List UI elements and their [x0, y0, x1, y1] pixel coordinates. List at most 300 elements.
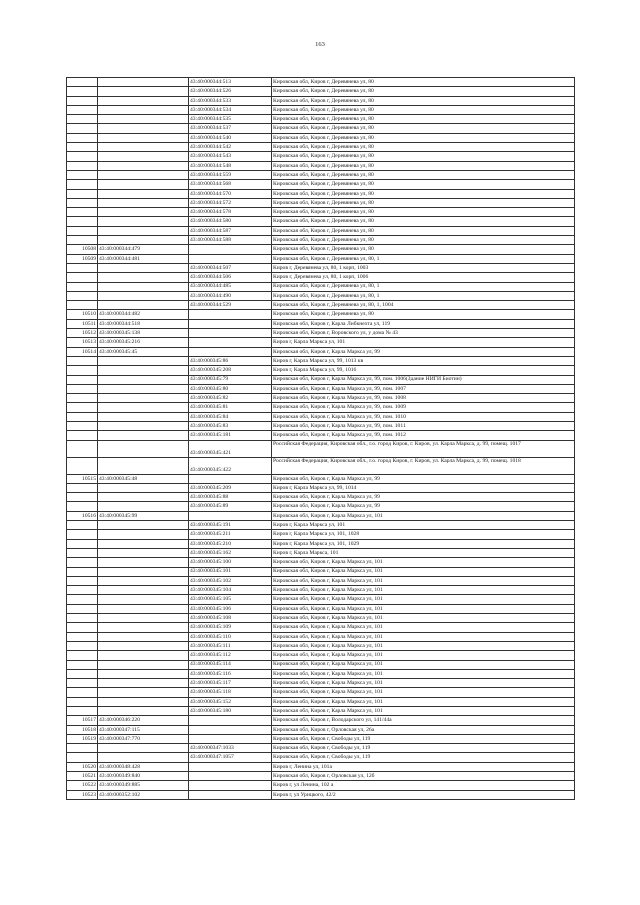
- row-number-cell: 10516: [67, 511, 98, 520]
- object-cadastral-number-cell: 43:40:000344:542: [189, 143, 272, 152]
- object-cadastral-number-cell: 43:40:000345:88: [189, 493, 272, 502]
- row-number-cell: [67, 143, 98, 152]
- object-cadastral-number-cell: 43:40:000344:533: [189, 96, 272, 105]
- row-number-cell: 10509: [67, 254, 98, 263]
- address-cell: Кировская обл, Киров г, Деревянева ул, 80: [272, 152, 575, 161]
- row-number-cell: [67, 530, 98, 539]
- parcel-cadastral-number-cell: 43:40:000346:220: [98, 716, 189, 725]
- row-number-cell: [67, 384, 98, 393]
- parcel-cadastral-number-cell: [98, 356, 189, 365]
- row-number-cell: [67, 366, 98, 375]
- table-row: [67, 170, 575, 179]
- object-cadastral-number-cell: 43:40:000345:86: [189, 356, 272, 365]
- parcel-cadastral-number-cell: [98, 236, 189, 245]
- parcel-cadastral-number-cell: [98, 614, 189, 623]
- row-number-cell: [67, 558, 98, 567]
- object-cadastral-number-cell: [189, 734, 272, 743]
- table-row: [67, 133, 575, 142]
- address-cell: Кировская обл, Киров г, Карла Маркса ул, 101: [272, 660, 575, 669]
- address-cell: Кировская обл, Киров г, Воровского ул, у дома № 43: [272, 329, 575, 338]
- table-row: [67, 384, 575, 393]
- address-cell: Киров г, Ленина ул, 101а: [272, 762, 575, 771]
- parcel-cadastral-number-cell: [98, 96, 189, 105]
- table-row: [67, 236, 575, 245]
- address-cell: Кировская обл, Киров г, Карла Маркса ул, 101: [272, 707, 575, 716]
- row-number-cell: [67, 660, 98, 669]
- object-cadastral-number-cell: [189, 245, 272, 254]
- table-row: [67, 679, 575, 688]
- row-number-cell: 10518: [67, 725, 98, 734]
- object-cadastral-number-cell: 43:40:000345:79: [189, 375, 272, 384]
- object-cadastral-number-cell: [189, 338, 272, 347]
- table-row: [67, 790, 575, 799]
- address-cell: Киров г, Карла Маркса ул, 101: [272, 521, 575, 530]
- object-cadastral-number-cell: 43:40:000345:118: [189, 688, 272, 697]
- address-cell: Кировская обл, Киров г, Деревянева ул, 80: [272, 105, 575, 114]
- table-row: [67, 198, 575, 207]
- table-row: [67, 521, 575, 530]
- row-number-cell: 10510: [67, 310, 98, 319]
- object-cadastral-number-cell: 43:40:000345:104: [189, 586, 272, 595]
- parcel-cadastral-number-cell: [98, 375, 189, 384]
- table-row: [67, 96, 575, 105]
- object-cadastral-number-cell: [189, 725, 272, 734]
- address-cell: Кировская обл, Киров г, Свободы ул, 119: [272, 734, 575, 743]
- object-cadastral-number-cell: 43:40:000344:570: [189, 189, 272, 198]
- parcel-cadastral-number-cell: [98, 412, 189, 421]
- object-cadastral-number-cell: [189, 716, 272, 725]
- address-cell: Кировская обл, Киров г, Деревянева ул, 80: [272, 78, 575, 87]
- object-cadastral-number-cell: 43:40:000344:568: [189, 180, 272, 189]
- parcel-cadastral-number-cell: [98, 366, 189, 375]
- parcel-cadastral-number-cell: [98, 595, 189, 604]
- table-row: [67, 161, 575, 170]
- parcel-cadastral-number-cell: [98, 604, 189, 613]
- address-cell: Кировская обл, Киров г, Деревянева ул, 80: [272, 87, 575, 96]
- object-cadastral-number-cell: 43:40:000345:105: [189, 595, 272, 604]
- parcel-cadastral-number-cell: [98, 105, 189, 114]
- object-cadastral-number-cell: [189, 329, 272, 338]
- table-row: [67, 301, 575, 310]
- parcel-cadastral-number-cell: [98, 384, 189, 393]
- row-number-cell: [67, 697, 98, 706]
- row-number-cell: 10523: [67, 790, 98, 799]
- parcel-cadastral-number-cell: [98, 567, 189, 576]
- row-number-cell: [67, 133, 98, 142]
- address-cell: Киров г, Карла Маркса ул, 101: [272, 338, 575, 347]
- table-row: [67, 263, 575, 272]
- address-cell: Кировская обл, Киров г, Карла Маркса ул, 101: [272, 641, 575, 650]
- table-row: [67, 511, 575, 520]
- row-number-cell: [67, 161, 98, 170]
- parcel-cadastral-number-cell: [98, 679, 189, 688]
- address-cell: Кировская обл, Киров г, Карла Либкнехта ул, 119: [272, 319, 575, 328]
- address-cell: Киров г, ул Ленина, 102 а: [272, 781, 575, 790]
- parcel-cadastral-number-cell: [98, 133, 189, 142]
- row-number-cell: [67, 115, 98, 124]
- parcel-cadastral-number-cell: 43:40:000344:481: [98, 254, 189, 263]
- table-row: [67, 762, 575, 771]
- address-cell: Киров г, Карла Маркса ул, 101, 1029: [272, 539, 575, 548]
- row-number-cell: [67, 604, 98, 613]
- row-number-cell: [67, 105, 98, 114]
- address-cell: Кировская обл, Киров г, Деревянева ул, 80: [272, 189, 575, 198]
- address-cell: Кировская обл, Киров г, Деревянева ул, 80: [272, 245, 575, 254]
- parcel-cadastral-number-cell: 43:40:000344:479: [98, 245, 189, 254]
- page-number: 163: [315, 41, 325, 48]
- parcel-cadastral-number-cell: [98, 217, 189, 226]
- parcel-cadastral-number-cell: [98, 291, 189, 300]
- object-cadastral-number-cell: 43:40:000345:421: [189, 440, 272, 457]
- object-cadastral-number-cell: [189, 254, 272, 263]
- row-number-cell: [67, 483, 98, 492]
- object-cadastral-number-cell: 43:40:000344:535: [189, 115, 272, 124]
- parcel-cadastral-number-cell: [98, 394, 189, 403]
- address-cell: Кировская обл, Киров г, Карла Маркса ул, 99, пом. 1006(Здание НИГИ Биотин): [272, 375, 575, 384]
- address-cell: Кировская обл, Киров г, Карла Маркса ул, 101: [272, 567, 575, 576]
- table-row: [67, 208, 575, 217]
- row-number-cell: [67, 394, 98, 403]
- parcel-cadastral-number-cell: 43:40:000345:138: [98, 329, 189, 338]
- address-cell: Кировская обл, Киров г, Карла Маркса ул, 101: [272, 632, 575, 641]
- parcel-cadastral-number-cell: [98, 226, 189, 235]
- address-cell: Российская Федерация, Кировская обл., г.о. город Киров, г. Киров, ул. Карла Маркса, д. 99, помещ. 1018: [272, 457, 575, 474]
- object-cadastral-number-cell: 43:40:000345:102: [189, 576, 272, 585]
- address-cell: Кировская обл, Киров г, Карла Маркса ул, 99, пом. 1007: [272, 384, 575, 393]
- address-cell: Кировская обл, Киров г, Карла Маркса ул, 99, пом. 1012: [272, 431, 575, 440]
- parcel-cadastral-number-cell: [98, 403, 189, 412]
- table-row: [67, 623, 575, 632]
- object-cadastral-number-cell: 43:40:000345:101: [189, 567, 272, 576]
- object-cadastral-number-cell: 43:40:000345:111: [189, 641, 272, 650]
- row-number-cell: [67, 493, 98, 502]
- table-row: [67, 421, 575, 430]
- address-cell: Кировская обл, Киров г, Карла Маркса ул, 99: [272, 493, 575, 502]
- object-cadastral-number-cell: 43:40:000344:543: [189, 152, 272, 161]
- address-cell: Кировская обл, Киров г, Деревянева ул, 80: [272, 96, 575, 105]
- parcel-cadastral-number-cell: [98, 688, 189, 697]
- address-cell: Кировская обл, Киров г, Орловская ул, 12б: [272, 772, 575, 781]
- object-cadastral-number-cell: 43:40:000344:548: [189, 161, 272, 170]
- table-row: [67, 431, 575, 440]
- row-number-cell: [67, 576, 98, 585]
- table-row: [67, 319, 575, 328]
- row-number-cell: [67, 567, 98, 576]
- parcel-cadastral-number-cell: 43:40:000345:216: [98, 338, 189, 347]
- table-row: [67, 614, 575, 623]
- row-number-cell: 10522: [67, 781, 98, 790]
- row-number-cell: [67, 440, 98, 457]
- address-cell: Кировская обл, Киров г, Свободы ул, 119: [272, 744, 575, 753]
- address-cell: Кировская обл, Киров г, Деревянева ул, 80: [272, 133, 575, 142]
- row-number-cell: 10512: [67, 329, 98, 338]
- table-row: [67, 744, 575, 753]
- table-row: [67, 273, 575, 282]
- parcel-cadastral-number-cell: 43:40:000352:102: [98, 790, 189, 799]
- object-cadastral-number-cell: [189, 310, 272, 319]
- row-number-cell: [67, 632, 98, 641]
- table-row: [67, 567, 575, 576]
- address-cell: Кировская обл, Киров г, Карла Маркса ул, 101: [272, 511, 575, 520]
- table-row: [67, 180, 575, 189]
- object-cadastral-number-cell: 43:40:000344:529: [189, 301, 272, 310]
- object-cadastral-number-cell: [189, 347, 272, 356]
- object-cadastral-number-cell: [189, 319, 272, 328]
- parcel-cadastral-number-cell: [98, 530, 189, 539]
- table-row: [67, 781, 575, 790]
- address-cell: Кировская обл, Киров г, Карла Маркса ул, 101: [272, 614, 575, 623]
- parcel-cadastral-number-cell: [98, 189, 189, 198]
- object-cadastral-number-cell: 43:40:000344:526: [189, 87, 272, 96]
- address-cell: Кировская обл, Киров г, Деревянева ул, 80: [272, 208, 575, 217]
- object-cadastral-number-cell: [189, 790, 272, 799]
- address-cell: Кировская обл, Киров г, Карла Маркса ул, 101: [272, 679, 575, 688]
- row-number-cell: 10513: [67, 338, 98, 347]
- registry-table-body: [67, 78, 575, 800]
- table-row: [67, 632, 575, 641]
- address-cell: Кировская обл, Киров г, Карла Маркса ул, 99, пом. 1010: [272, 412, 575, 421]
- address-cell: Кировская обл, Киров г, Карла Маркса ул, 99, пом. 1011: [272, 421, 575, 430]
- parcel-cadastral-number-cell: [98, 483, 189, 492]
- table-row: [67, 105, 575, 114]
- object-cadastral-number-cell: [189, 511, 272, 520]
- row-number-cell: [67, 189, 98, 198]
- parcel-cadastral-number-cell: [98, 558, 189, 567]
- parcel-cadastral-number-cell: [98, 198, 189, 207]
- address-cell: Киров г, Карла Маркса ул, 99, 1014: [272, 483, 575, 492]
- object-cadastral-number-cell: 43:40:000345:114: [189, 660, 272, 669]
- parcel-cadastral-number-cell: [98, 208, 189, 217]
- address-cell: Кировская обл, Киров г, Карла Маркса ул, 101: [272, 651, 575, 660]
- parcel-cadastral-number-cell: 43:40:000347:115: [98, 725, 189, 734]
- object-cadastral-number-cell: 43:40:000345:422: [189, 457, 272, 474]
- parcel-cadastral-number-cell: [98, 548, 189, 557]
- row-number-cell: 10515: [67, 474, 98, 483]
- object-cadastral-number-cell: 43:40:000344:534: [189, 105, 272, 114]
- table-row: [67, 356, 575, 365]
- address-cell: Киров г, Карла Маркса ул, 101, 1028: [272, 530, 575, 539]
- object-cadastral-number-cell: 43:40:000345:80: [189, 384, 272, 393]
- row-number-cell: [67, 208, 98, 217]
- object-cadastral-number-cell: 43:40:000345:211: [189, 530, 272, 539]
- parcel-cadastral-number-cell: [98, 660, 189, 669]
- row-number-cell: [67, 78, 98, 87]
- row-number-cell: 10517: [67, 716, 98, 725]
- registry-table: [66, 77, 575, 800]
- parcel-cadastral-number-cell: [98, 431, 189, 440]
- row-number-cell: [67, 707, 98, 716]
- row-number-cell: 10508: [67, 245, 98, 254]
- row-number-cell: [67, 226, 98, 235]
- row-number-cell: 10511: [67, 319, 98, 328]
- row-number-cell: [67, 431, 98, 440]
- address-cell: Кировская обл, Киров г, Карла Маркса ул, 101: [272, 558, 575, 567]
- table-row: [67, 87, 575, 96]
- object-cadastral-number-cell: 43:40:000345:181: [189, 431, 272, 440]
- address-cell: Кировская обл, Киров г, Карла Маркса ул, 99: [272, 347, 575, 356]
- table-row: [67, 143, 575, 152]
- address-cell: Кировская обл, Киров г, Карла Маркса ул, 101: [272, 576, 575, 585]
- table-row: [67, 366, 575, 375]
- parcel-cadastral-number-cell: 43:40:000349:885: [98, 781, 189, 790]
- table-row: [67, 697, 575, 706]
- address-cell: Киров г, Карла Маркса ул, 99, 1016: [272, 366, 575, 375]
- object-cadastral-number-cell: 43:40:000345:81: [189, 403, 272, 412]
- parcel-cadastral-number-cell: [98, 493, 189, 502]
- parcel-cadastral-number-cell: [98, 632, 189, 641]
- row-number-cell: [67, 236, 98, 245]
- address-cell: Киров г, ул Урицкого, 42/2: [272, 790, 575, 799]
- row-number-cell: [67, 688, 98, 697]
- parcel-cadastral-number-cell: [98, 669, 189, 678]
- object-cadastral-number-cell: 43:40:000345:116: [189, 669, 272, 678]
- row-number-cell: [67, 595, 98, 604]
- object-cadastral-number-cell: 43:40:000344:540: [189, 133, 272, 142]
- row-number-cell: [67, 170, 98, 179]
- table-row: [67, 493, 575, 502]
- address-cell: Кировская обл, Киров г, Карла Маркса ул, 101: [272, 669, 575, 678]
- object-cadastral-number-cell: 43:40:000345:83: [189, 421, 272, 430]
- table-row: [67, 189, 575, 198]
- parcel-cadastral-number-cell: 43:40:000344:482: [98, 310, 189, 319]
- parcel-cadastral-number-cell: [98, 273, 189, 282]
- row-number-cell: [67, 412, 98, 421]
- object-cadastral-number-cell: 43:40:000344:559: [189, 170, 272, 179]
- parcel-cadastral-number-cell: 43:40:000347:770: [98, 734, 189, 743]
- object-cadastral-number-cell: 43:40:000345:106: [189, 604, 272, 613]
- object-cadastral-number-cell: 43:40:000345:89: [189, 502, 272, 511]
- object-cadastral-number-cell: 43:40:000344:507: [189, 263, 272, 272]
- row-number-cell: [67, 263, 98, 272]
- row-number-cell: [67, 152, 98, 161]
- object-cadastral-number-cell: 43:40:000344:513: [189, 78, 272, 87]
- parcel-cadastral-number-cell: [98, 521, 189, 530]
- object-cadastral-number-cell: 43:40:000345:208: [189, 366, 272, 375]
- table-row: [67, 483, 575, 492]
- address-cell: Кировская обл, Киров г, Карла Маркса ул, 101: [272, 688, 575, 697]
- parcel-cadastral-number-cell: [98, 697, 189, 706]
- address-cell: Кировская обл, Киров г, Деревянева ул, 80, 1: [272, 291, 575, 300]
- table-row: [67, 660, 575, 669]
- parcel-cadastral-number-cell: 43:40:000349:840: [98, 772, 189, 781]
- table-row: [67, 152, 575, 161]
- object-cadastral-number-cell: 43:40:000344:588: [189, 236, 272, 245]
- table-row: [67, 641, 575, 650]
- address-cell: Кировская обл, Киров г, Орловская ул, 26а: [272, 725, 575, 734]
- table-row: [67, 440, 575, 457]
- parcel-cadastral-number-cell: [98, 651, 189, 660]
- table-row: [67, 403, 575, 412]
- row-number-cell: [67, 87, 98, 96]
- row-number-cell: [67, 273, 98, 282]
- parcel-cadastral-number-cell: [98, 180, 189, 189]
- row-number-cell: [67, 753, 98, 762]
- row-number-cell: [67, 198, 98, 207]
- table-row: [67, 338, 575, 347]
- table-row: [67, 576, 575, 585]
- address-cell: Киров г, Деревянева ул, 80, 1 корп, 1003: [272, 263, 575, 272]
- table-row: [67, 707, 575, 716]
- address-cell: Кировская обл, Киров г, Володарского ул, 141/44а: [272, 716, 575, 725]
- parcel-cadastral-number-cell: [98, 263, 189, 272]
- address-cell: Кировская обл, Киров г, Карла Маркса ул, 99: [272, 474, 575, 483]
- row-number-cell: [67, 291, 98, 300]
- row-number-cell: 10514: [67, 347, 98, 356]
- object-cadastral-number-cell: 43:40:000344:490: [189, 291, 272, 300]
- table-row: [67, 282, 575, 291]
- row-number-cell: [67, 651, 98, 660]
- parcel-cadastral-number-cell: [98, 576, 189, 585]
- row-number-cell: [67, 614, 98, 623]
- parcel-cadastral-number-cell: [98, 623, 189, 632]
- address-cell: Кировская обл, Киров г, Деревянева ул, 80: [272, 226, 575, 235]
- address-cell: Кировская обл, Киров г, Деревянева ул, 80: [272, 217, 575, 226]
- address-cell: Кировская обл, Киров г, Карла Маркса ул, 101: [272, 604, 575, 613]
- object-cadastral-number-cell: [189, 762, 272, 771]
- table-row: [67, 245, 575, 254]
- parcel-cadastral-number-cell: [98, 440, 189, 457]
- address-cell: Кировская обл, Киров г, Деревянева ул, 80: [272, 310, 575, 319]
- table-row: [67, 254, 575, 263]
- object-cadastral-number-cell: 43:40:000345:110: [189, 632, 272, 641]
- object-cadastral-number-cell: 43:40:000345:180: [189, 707, 272, 716]
- address-cell: Кировская обл, Киров г, Карла Маркса ул, 101: [272, 623, 575, 632]
- table-row: [67, 548, 575, 557]
- object-cadastral-number-cell: 43:40:000345:108: [189, 614, 272, 623]
- table-row: [67, 412, 575, 421]
- address-cell: Кировская обл, Киров г, Деревянева ул, 80: [272, 124, 575, 133]
- row-number-cell: [67, 403, 98, 412]
- table-row: [67, 604, 575, 613]
- address-cell: Кировская обл, Киров г, Свободы ул, 119: [272, 753, 575, 762]
- object-cadastral-number-cell: 43:40:000344:587: [189, 226, 272, 235]
- row-number-cell: [67, 421, 98, 430]
- table-row: [67, 217, 575, 226]
- table-row: [67, 310, 575, 319]
- address-cell: Кировская обл, Киров г, Деревянева ул, 80, 1, 1004: [272, 301, 575, 310]
- parcel-cadastral-number-cell: 43:40:000344:518: [98, 319, 189, 328]
- object-cadastral-number-cell: 43:40:000345:152: [189, 697, 272, 706]
- row-number-cell: [67, 217, 98, 226]
- table-row: [67, 772, 575, 781]
- row-number-cell: 10520: [67, 762, 98, 771]
- table-row: [67, 595, 575, 604]
- row-number-cell: [67, 548, 98, 557]
- address-cell: Кировская обл, Киров г, Деревянева ул, 80, 1: [272, 254, 575, 263]
- row-number-cell: 10521: [67, 772, 98, 781]
- parcel-cadastral-number-cell: [98, 707, 189, 716]
- parcel-cadastral-number-cell: [98, 115, 189, 124]
- parcel-cadastral-number-cell: [98, 586, 189, 595]
- parcel-cadastral-number-cell: [98, 641, 189, 650]
- parcel-cadastral-number-cell: [98, 753, 189, 762]
- parcel-cadastral-number-cell: [98, 301, 189, 310]
- table-row: [67, 502, 575, 511]
- row-number-cell: [67, 539, 98, 548]
- object-cadastral-number-cell: [189, 781, 272, 790]
- table-row: [67, 734, 575, 743]
- object-cadastral-number-cell: 43:40:000344:578: [189, 208, 272, 217]
- address-cell: Кировская обл, Киров г, Карла Маркса ул, 101: [272, 586, 575, 595]
- table-row: [67, 716, 575, 725]
- parcel-cadastral-number-cell: [98, 161, 189, 170]
- row-number-cell: [67, 457, 98, 474]
- object-cadastral-number-cell: 43:40:000345:209: [189, 483, 272, 492]
- parcel-cadastral-number-cell: [98, 143, 189, 152]
- table-row: [67, 688, 575, 697]
- parcel-cadastral-number-cell: 43:40:000345:45: [98, 347, 189, 356]
- row-number-cell: [67, 502, 98, 511]
